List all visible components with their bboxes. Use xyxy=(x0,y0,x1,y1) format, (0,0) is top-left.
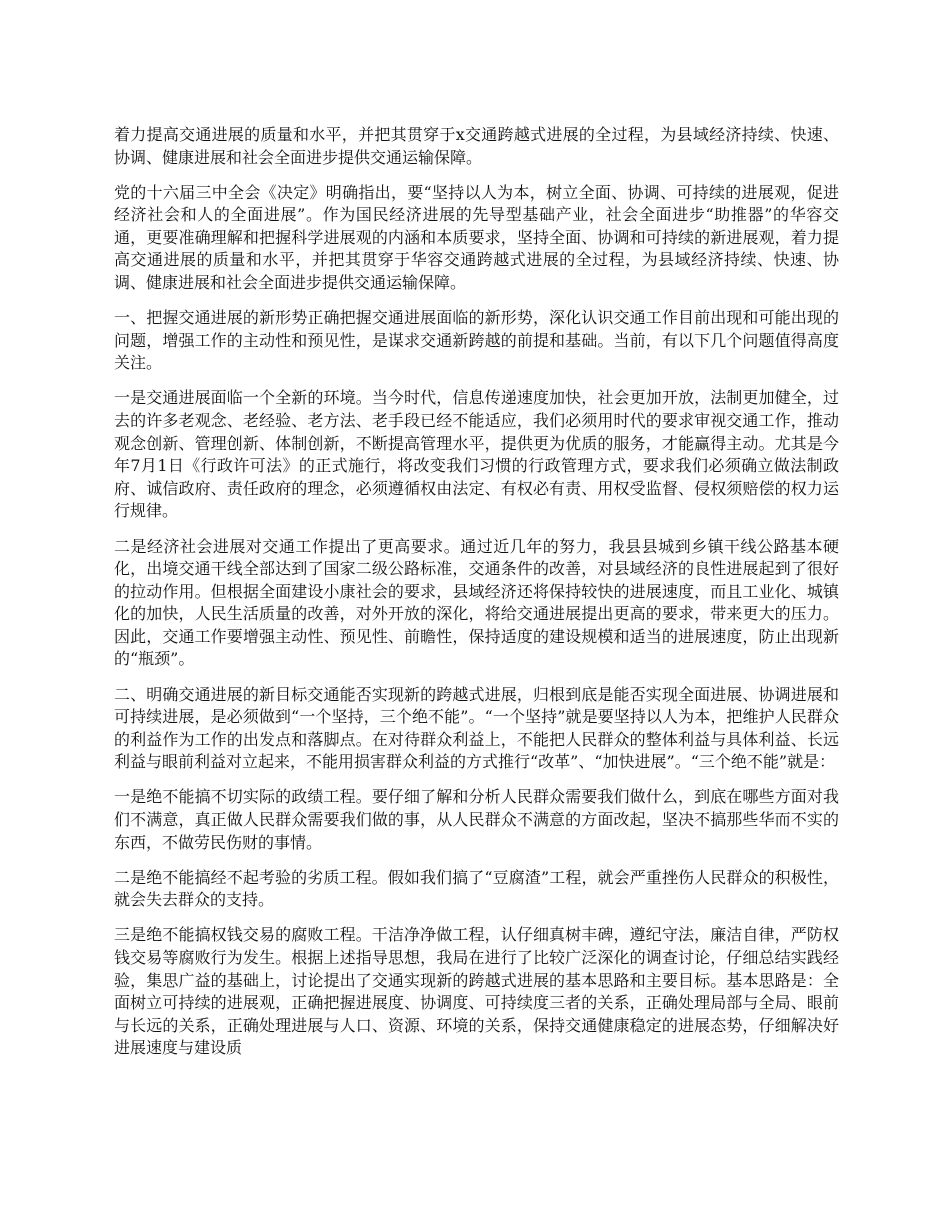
paragraph: 三是绝不能搞权钱交易的腐败工程。干洁净净做工程，认仔细真树丰碑，遵纪守法，廉洁自律，严防权钱交易等腐败行为发生。根据上述指导思想，我局在进行了比较广泛深化的调查讨论，仔细总结实践经验，集思广益的基础上，讨论提出了交通实现新的跨越式进展的基本思路和主要目标。基本思路是：全面树立可持续的进展观，正确把握进展度、协调度、可持续度三者的关系，正确处理局部与全局、眼前与长远的关系，正确处理进展与人口、资源、环境的关系，保持交通健康稳定的进展态势，仔细解决好进展速度与建设质 xyxy=(114,925,839,1058)
paragraph: 一是交通进展面临一个全新的环境。当今时代，信息传递速度加快，社会更加开放，法制更加健全，过去的许多老观念、老经验、老方法、老手段已经不能适应，我们必须用时代的要求审视交通工作，推动观念创新、管理创新、体制创新，不断提高管理水平，提供更为优质的服务，才能赢得主动。尤其是今年7月1日《行政许可法》的正式施行，将改变我们习惯的行政管理方式，要求我们必须确立做法制政府、诚信政府、责任政府的理念，必须遵循权由法定、有权必有责、用权受监督、侵权须赔偿的权力运行规律。 xyxy=(114,388,839,521)
paragraph: 一是绝不能搞不切实际的政绩工程。要仔细了解和分析人民群众需要我们做什么，到底在哪些方面对我们不满意，真正做人民群众需要我们做的事，从人民群众不满意的方面改起，坚决不搞那些华而不实的东西，不做劳民伤财的事情。 xyxy=(114,787,839,852)
paragraph: 二是经济社会进展对交通工作提出了更高要求。通过近几年的努力，我县县城到乡镇干线公路基本硬化，出境交通干线全部达到了国家二级公路标准，交通条件的改善，对县域经济的良性进展起到了很好的拉动作用。但根据全面建设小康社会的要求，县域经济还将保持较快的进展速度，而且工业化、城镇化的加快，人民生活质量的改善，对外开放的深化，将给交通进展提出更高的要求，带来更大的压力。因此，交通工作要增强主动性、预见性、前瞻性，保持适度的建设规模和适当的进展速度，防止出现新的“瓶颈”。 xyxy=(114,536,839,669)
document-page xyxy=(114,124,839,1072)
paragraph: 党的十六届三中全会《决定》明确指出，要“坚持以人为本，树立全面、协调、可持续的进展观，促进经济社会和人的全面进展”。作为国民经济进展的先导型基础产业，社会全面进步“助推器”的华容交通，更要准确理解和把握科学进展观的内涵和本质要求，坚持全面、协调和可持续的新进展观，着力提高交通进展的质量和水平，并把其贯穿于华容交通跨越式进展的全过程，为县域经济持续、快速、协调、健康进展和社会全面进步提供交通运输保障。 xyxy=(114,182,839,293)
paragraph: 二、明确交通进展的新目标交通能否实现新的跨越式进展，归根到底是能否实现全面进展、协调进展和可持续进展，是必须做到“一个坚持，三个绝不能”。“一个坚持”就是要坚持以人为本，把维护人民群众的利益作为工作的出发点和落脚点。在对待群众利益上，不能把人民群众的整体利益与具体利益、长远利益与眼前利益对立起来，不能用损害群众利益的方式推行“改革”、“加快进展”。“三个绝不能”就是： xyxy=(114,684,839,772)
paragraph: 一、把握交通进展的新形势正确把握交通进展面临的新形势，深化认识交通工作目前出现和可能出现的问题，增强工作的主动性和预见性，是谋求交通新跨越的前提和基础。当前，有以下几个问题值得高度关注。 xyxy=(114,308,839,373)
paragraph: 二是绝不能搞经不起考验的劣质工程。假如我们搞了“豆腐渣”工程，就会严重挫伤人民群众的积极性，就会失去群众的支持。 xyxy=(114,867,839,910)
paragraph: 着力提高交通进展的质量和水平，并把其贯穿于x交通跨越式进展的全过程，为县域经济持续、快速、协调、健康进展和社会全面进步提供交通运输保障。 xyxy=(114,125,839,167)
